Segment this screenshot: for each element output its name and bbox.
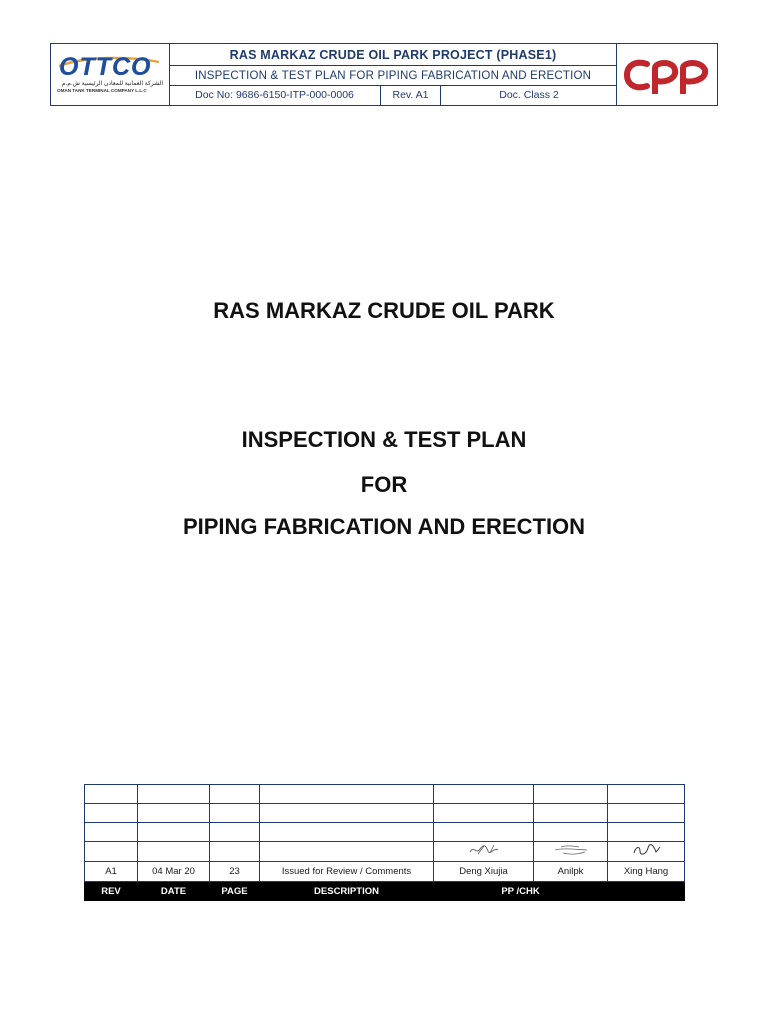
signature-app-icon xyxy=(626,843,666,857)
app-cell: Xing Hang xyxy=(608,862,685,882)
ottco-logo-word: OTTCO xyxy=(59,53,152,81)
cpp-logo xyxy=(616,44,717,105)
doc-info-row xyxy=(169,86,617,105)
document-subject: INSPECTION & TEST PLAN FOR PIPING FABRICATION AND ERECTION xyxy=(169,66,617,86)
table-row-empty xyxy=(85,804,685,823)
signature-pp xyxy=(434,842,534,862)
cpp-logo-icon xyxy=(623,56,711,94)
rev-cell: A1 xyxy=(85,862,138,882)
table-row xyxy=(85,862,685,882)
document-header xyxy=(50,43,718,106)
table-row-empty xyxy=(85,823,685,842)
pp-cell: Deng Xiujia xyxy=(434,862,534,882)
doc-number: Doc No: 9686-6150-ITP-000-0006 xyxy=(169,86,381,105)
table-row-empty xyxy=(85,785,685,804)
revision-label: Rev. A1 xyxy=(381,86,441,105)
page-cell: 23 xyxy=(210,862,260,882)
page-title-itp: INSPECTION & TEST PLAN xyxy=(241,427,527,452)
page-title-park: RAS MARKAZ CRUDE OIL PARK xyxy=(213,298,555,323)
page-title-scope: PIPING FABRICATION AND ERECTION xyxy=(182,514,586,539)
signature-chk-icon xyxy=(551,843,591,857)
signature-row xyxy=(85,842,685,862)
table-header-row xyxy=(85,882,685,901)
ottco-logo xyxy=(51,44,170,105)
description-cell: Issued for Review / Comments xyxy=(260,862,434,882)
signature-chk xyxy=(534,842,608,862)
signature-app xyxy=(608,842,685,862)
chk-cell: Anilpk xyxy=(534,862,608,882)
page-title-for: FOR xyxy=(360,472,408,497)
ottco-arabic-text: الشركة العمانية للمعادن الرئيسية ش.م.م xyxy=(61,81,163,87)
ottco-subtitle: OMAN TANK TERMINAL COMPANY L.L.C xyxy=(57,88,147,93)
revision-table xyxy=(84,784,685,901)
signature-pp-icon xyxy=(464,843,504,857)
header-rev: REV xyxy=(85,882,138,901)
date-cell: 04 Mar 20 xyxy=(138,862,210,882)
doc-class: Doc. Class 2 xyxy=(499,89,559,101)
header-blank xyxy=(608,882,685,901)
project-title: RAS MARKAZ CRUDE OIL PARK PROJECT (PHASE1) xyxy=(169,44,617,66)
header-date: DATE xyxy=(138,882,210,901)
header-description: DESCRIPTION xyxy=(260,882,434,901)
header-page: PAGE xyxy=(210,882,260,901)
header-pp-chk: PP /CHK xyxy=(434,882,608,901)
header-center xyxy=(169,44,617,105)
